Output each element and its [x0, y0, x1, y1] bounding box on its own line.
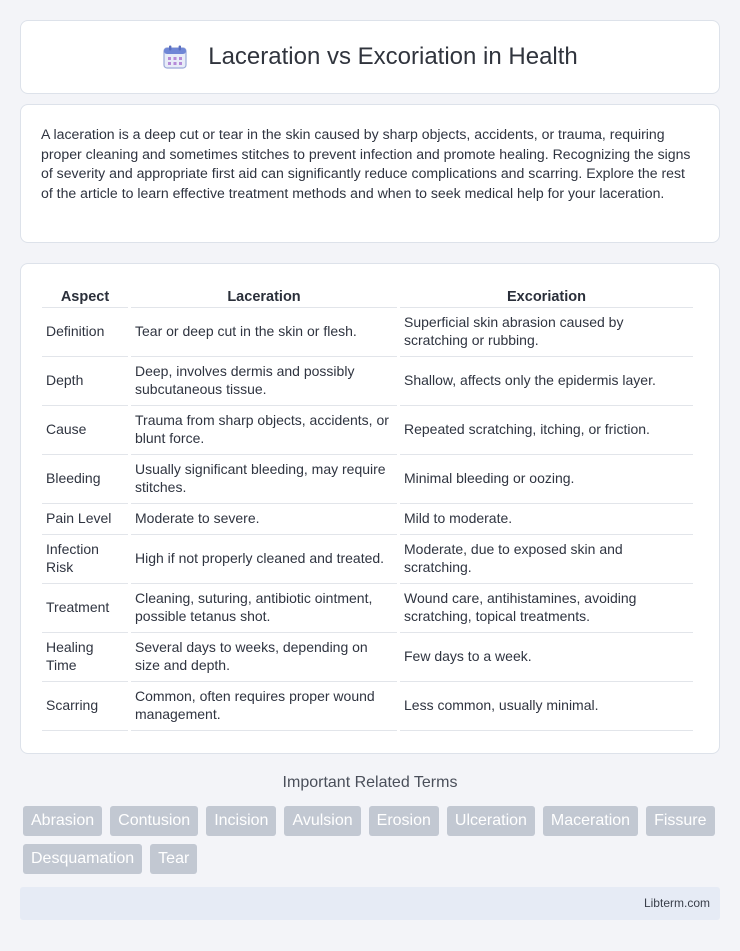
table-row	[42, 584, 693, 633]
cell-aspect: Bleeding	[42, 455, 128, 504]
header-card	[20, 20, 720, 94]
intro-card	[20, 104, 720, 243]
cell-aspect: Treatment	[42, 584, 128, 633]
table-row	[42, 682, 693, 731]
cell-laceration: Trauma from sharp objects, accidents, or blunt force.	[131, 406, 397, 455]
cell-aspect: Pain Level	[42, 504, 128, 535]
cell-excoriation: Shallow, affects only the epidermis layer.	[400, 357, 693, 406]
cell-excoriation: Moderate, due to exposed skin and scratching.	[400, 535, 693, 584]
table-row	[42, 504, 693, 535]
table-row	[42, 308, 693, 357]
related-term-tag[interactable]: Ulceration	[447, 806, 535, 836]
related-terms-title: Important Related Terms	[282, 774, 458, 791]
related-term-tag[interactable]: Desquamation	[23, 844, 142, 874]
header-aspect: Aspect	[42, 282, 128, 308]
cell-laceration: Common, often requires proper wound management.	[131, 682, 397, 731]
cell-aspect: Cause	[42, 406, 128, 455]
cell-excoriation: Mild to moderate.	[400, 504, 693, 535]
cell-laceration: Tear or deep cut in the skin or flesh.	[131, 308, 397, 357]
table-row	[42, 357, 693, 406]
cell-laceration: Usually significant bleeding, may require stitches.	[131, 455, 397, 504]
table-row	[42, 535, 693, 584]
calendar-icon	[162, 44, 188, 70]
table-row	[42, 633, 693, 682]
table-header-row	[42, 282, 693, 308]
header-excoriation: Excoriation	[400, 282, 693, 308]
page-title: Laceration vs Excoriation in Health	[208, 43, 578, 70]
related-terms-list	[23, 806, 723, 874]
footer	[20, 887, 720, 920]
related-term-tag[interactable]: Abrasion	[23, 806, 102, 836]
cell-aspect: Depth	[42, 357, 128, 406]
cell-excoriation: Few days to a week.	[400, 633, 693, 682]
related-term-tag[interactable]: Erosion	[369, 806, 439, 836]
intro-text: A laceration is a deep cut or tear in the skin caused by sharp objects, accidents, or trauma, requiring proper cleaning and sometimes stitches to prevent infection and promote healing. Recognizing the signs of severity and appropriate first aid can significantly reduce complications and scarring. Explore the rest of the article to learn effective treatment methods and when to seek medical help for your laceration.	[41, 126, 691, 201]
cell-excoriation: Minimal bleeding or oozing.	[400, 455, 693, 504]
cell-laceration: High if not properly cleaned and treated.	[131, 535, 397, 584]
comparison-table-card	[20, 263, 720, 754]
cell-aspect: Scarring	[42, 682, 128, 731]
table-row	[42, 406, 693, 455]
cell-laceration: Several days to weeks, depending on size and depth.	[131, 633, 397, 682]
cell-excoriation: Less common, usually minimal.	[400, 682, 693, 731]
footer-site-link[interactable]: Libterm.com	[643, 896, 710, 910]
cell-excoriation: Superficial skin abrasion caused by scratching or rubbing.	[400, 308, 693, 357]
cell-excoriation: Wound care, antihistamines, avoiding scratching, topical treatments.	[400, 584, 693, 633]
cell-laceration: Deep, involves dermis and possibly subcutaneous tissue.	[131, 357, 397, 406]
cell-excoriation: Repeated scratching, itching, or friction.	[400, 406, 693, 455]
related-term-tag[interactable]: Maceration	[543, 806, 638, 836]
related-term-tag[interactable]: Incision	[206, 806, 276, 836]
cell-aspect: Infection Risk	[42, 535, 128, 584]
cell-aspect: Healing Time	[42, 633, 128, 682]
header-laceration: Laceration	[131, 282, 397, 308]
related-term-tag[interactable]: Fissure	[646, 806, 714, 836]
table-row	[42, 455, 693, 504]
related-term-tag[interactable]: Tear	[150, 844, 197, 874]
related-term-tag[interactable]: Avulsion	[284, 806, 360, 836]
comparison-table	[39, 282, 696, 731]
related-term-tag[interactable]: Contusion	[110, 806, 198, 836]
cell-laceration: Moderate to severe.	[131, 504, 397, 535]
cell-aspect: Definition	[42, 308, 128, 357]
cell-laceration: Cleaning, suturing, antibiotic ointment, possible tetanus shot.	[131, 584, 397, 633]
